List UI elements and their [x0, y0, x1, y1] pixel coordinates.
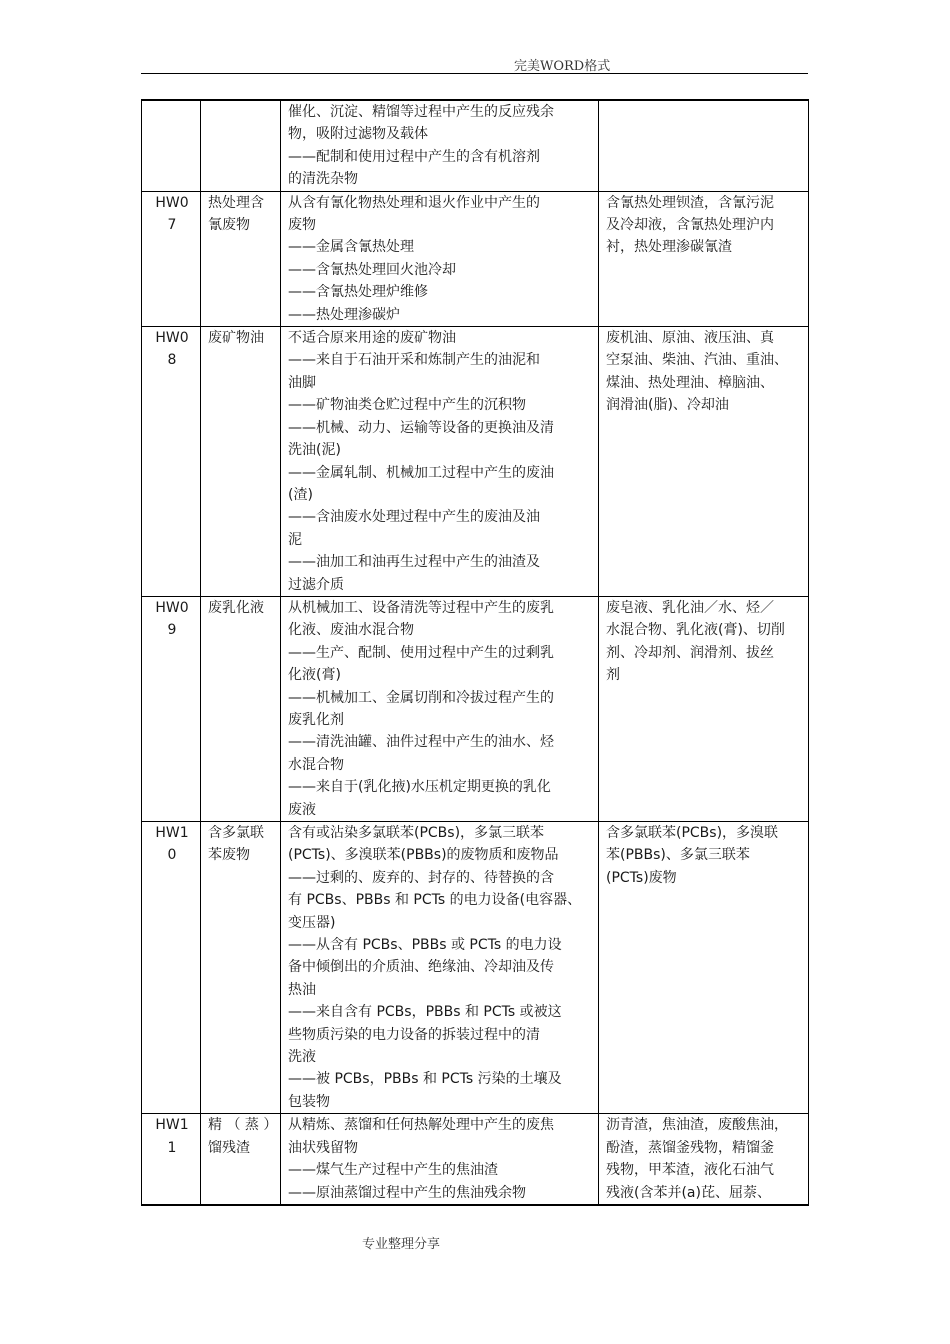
cell-text-line: 9: [167, 622, 177, 639]
hazardous-components-cell: [599, 327, 809, 597]
cell-text-line: 废液: [288, 801, 316, 818]
cell-text-line: 润滑油(脂)、冷却油: [606, 397, 729, 414]
cell-text-line: 洗油(泥): [288, 442, 341, 459]
cell-text-line: HW0: [155, 599, 189, 616]
cell-text-line: 含有或沾染多氯联苯(PCBs)，多氯三联苯: [288, 825, 545, 841]
cell-text-line: (PCTs)废物: [606, 869, 677, 886]
cell-text-line: 1: [167, 1139, 177, 1156]
cell-text-line: ——生产、配制、使用过程中产生的过剩乳: [288, 644, 554, 661]
cell-text-line: 不适合原来用途的废矿物油: [288, 330, 456, 347]
cell-text-line: 催化、沉淀、精馏等过程中产生的反应残余: [288, 104, 554, 120]
table-body: [142, 100, 809, 1205]
cell-text-line: 苯(PBBs)、多氯三联苯: [606, 847, 750, 864]
cell-text-line: 泥: [288, 531, 302, 548]
cell-text-line: 残物，甲苯渣，液化石油气: [606, 1162, 774, 1179]
cell-text-line: ——油加工和油再生过程中产生的油渣及: [288, 554, 540, 571]
cell-text-line: 有 PCBs、PBBs 和 PCTs 的电力设备(电容器、: [288, 892, 582, 909]
waste-category-cell: [201, 596, 281, 821]
cell-text-line: ——来自于石油开采和炼制产生的油泥和: [288, 352, 540, 369]
cell-text-line: ——来自于(乳化掖)水压机定期更换的乳化: [288, 779, 551, 796]
table-row: [142, 191, 809, 326]
page-header: [141, 54, 808, 74]
cell-text-line: 废物: [288, 217, 316, 234]
cell-text-line: ——机械加工、金属切削和冷拔过程产生的: [288, 689, 554, 706]
cell-text-line: ——含氰热处理炉维修: [288, 284, 428, 301]
cell-text-line: HW0: [155, 330, 189, 347]
cell-text-line: 从机械加工、设备清洗等过程中产生的废乳: [288, 599, 554, 616]
cell-text-line: 空泵油、柴油、汽油、重油、: [606, 352, 788, 369]
cell-text-line: 含氰热处理钡渣，含氰污泥: [606, 194, 774, 211]
table-row: [142, 596, 809, 821]
cell-text-line: HW1: [155, 825, 189, 841]
cell-text-line: 的清洗杂物: [288, 171, 358, 188]
cell-text-line: 苯废物: [208, 847, 250, 864]
cell-text-line: ——从含有 PCBs、PBBs 或 PCTs 的电力设: [288, 937, 562, 954]
cell-text-line: ——金属轧制、机械加工过程中产生的废油: [288, 464, 554, 481]
cell-text-line: 7: [167, 217, 177, 234]
cell-text-line: 化液、废油水混合物: [288, 622, 414, 639]
cell-text-line: 洗液: [288, 1049, 316, 1066]
waste-source-cell: [281, 1114, 599, 1205]
waste-source-cell: [281, 327, 599, 597]
cell-text-line: 废皂液、乳化油／水、烃／: [606, 599, 774, 616]
cell-text-line: 馏残渣: [208, 1139, 250, 1156]
waste-category-cell: [201, 100, 281, 191]
cell-text-line: ——配制和使用过程中产生的含有机溶剂: [288, 148, 540, 165]
page-header-title: 完美WORD格式: [514, 59, 611, 74]
cell-text-line: 废乳化剂: [288, 711, 344, 728]
cell-text-line: 剂、冷却剂、润滑剂、拔丝: [606, 644, 774, 661]
cell-text-line: ——过剩的、废弃的、封存的、待替换的含: [288, 869, 554, 886]
hazardous-components-cell: [599, 822, 809, 1114]
waste-source-cell: [281, 191, 599, 326]
cell-text-line: 包装物: [288, 1093, 330, 1110]
waste-code-cell: [142, 596, 201, 821]
waste-code-cell: [142, 100, 201, 191]
cell-text-line: (PCTs)、多溴联苯(PBBs)的废物质和废物品: [288, 847, 559, 864]
waste-source-cell: [281, 100, 599, 191]
cell-text-line: 精 （ 蒸 ）: [208, 1117, 278, 1134]
cell-text-line: 过滤介质: [288, 576, 344, 593]
cell-text-line: ——矿物油类仓贮过程中产生的沉积物: [288, 397, 526, 414]
table-row: [142, 327, 809, 597]
waste-code-cell: [142, 191, 201, 326]
cell-text-line: 8: [167, 352, 177, 369]
cell-text-line: 油状残留物: [288, 1139, 358, 1156]
cell-text-line: 剂: [606, 667, 620, 684]
waste-source-cell: [281, 596, 599, 821]
cell-text-line: ——被 PCBs，PBBs 和 PCTs 污染的土壤及: [288, 1071, 562, 1088]
cell-text-line: 变压器): [288, 914, 336, 931]
cell-text-line: 热油: [288, 981, 316, 998]
cell-text-line: 水混合物、乳化液(膏)、切削: [606, 622, 785, 639]
hazardous-components-cell: [599, 596, 809, 821]
cell-text-line: 备中倾倒出的介质油、绝缘油、冷却油及传: [288, 959, 554, 976]
hazardous-components-cell: [599, 191, 809, 326]
waste-category-cell: [201, 1114, 281, 1205]
cell-text-line: 热处理含: [208, 194, 264, 211]
cell-text-line: 化液(膏): [288, 667, 341, 684]
cell-text-line: HW1: [155, 1117, 189, 1134]
table-row: [142, 822, 809, 1114]
cell-text-line: 废矿物油: [208, 330, 264, 347]
cell-text-line: ——机械、动力、运输等设备的更换油及清: [288, 419, 554, 436]
cell-text-line: 0: [167, 847, 177, 864]
cell-text-line: ——原油蒸馏过程中产生的焦油残余物: [288, 1184, 526, 1201]
cell-text-line: 酚渣，蒸馏釜残物，精馏釜: [606, 1139, 774, 1156]
cell-text-line: ——热处理渗碳炉: [288, 306, 400, 323]
cell-text-line: 沥青渣，焦油渣，废酸焦油，: [606, 1117, 788, 1134]
cell-text-line: 含多氯联: [208, 825, 264, 841]
waste-category-cell: [201, 822, 281, 1114]
hazardous-waste-table: [141, 99, 809, 1206]
table-row: [142, 1114, 809, 1205]
cell-text-line: 含多氯联苯(PCBs)，多溴联: [606, 825, 779, 841]
cell-text-line: 残液(含苯并(a)芘、屈萘、: [606, 1184, 771, 1201]
cell-text-line: 衬，热处理渗碳氰渣: [606, 239, 732, 256]
cell-text-line: 废乳化液: [208, 599, 264, 616]
cell-text-line: ——清洗油罐、油件过程中产生的油水、烃: [288, 734, 554, 751]
cell-text-line: ——含氰热处理回火池冷却: [288, 261, 456, 278]
cell-text-line: (渣): [288, 486, 313, 503]
cell-text-line: 从精炼、蒸馏和任何热解处理中产生的废焦: [288, 1117, 554, 1134]
cell-text-line: 废机油、原油、液压油、真: [606, 330, 774, 347]
cell-text-line: HW0: [155, 194, 189, 211]
waste-code-cell: [142, 1114, 201, 1205]
waste-code-cell: [142, 822, 201, 1114]
waste-source-cell: [281, 822, 599, 1114]
table-row: [142, 100, 809, 191]
cell-text-line: ——来自含有 PCBs，PBBs 和 PCTs 或被这: [288, 1004, 562, 1021]
cell-text-line: 水混合物: [288, 756, 344, 773]
cell-text-line: ——煤气生产过程中产生的焦油渣: [288, 1162, 498, 1179]
hazardous-components-cell: [599, 100, 809, 191]
waste-category-cell: [201, 191, 281, 326]
cell-text-line: 氰废物: [208, 217, 250, 234]
hazardous-components-cell: [599, 1114, 809, 1205]
waste-code-cell: [142, 327, 201, 597]
cell-text-line: ——含油废水处理过程中产生的废油及油: [288, 509, 540, 526]
cell-text-line: 物，吸附过滤物及载体: [288, 126, 428, 143]
cell-text-line: 些物质污染的电力设备的拆装过程中的清: [288, 1026, 540, 1043]
cell-text-line: 从含有氰化物热处理和退火作业中产生的: [288, 194, 540, 211]
cell-text-line: ——金属含氰热处理: [288, 239, 414, 256]
page-footer: 专业整理分享: [362, 1237, 441, 1252]
cell-text-line: 及冷却液，含氰热处理沪内: [606, 217, 774, 234]
cell-text-line: 煤油、热处理油、樟脑油、: [606, 374, 774, 391]
cell-text-line: 油脚: [288, 374, 316, 391]
waste-category-cell: [201, 327, 281, 597]
